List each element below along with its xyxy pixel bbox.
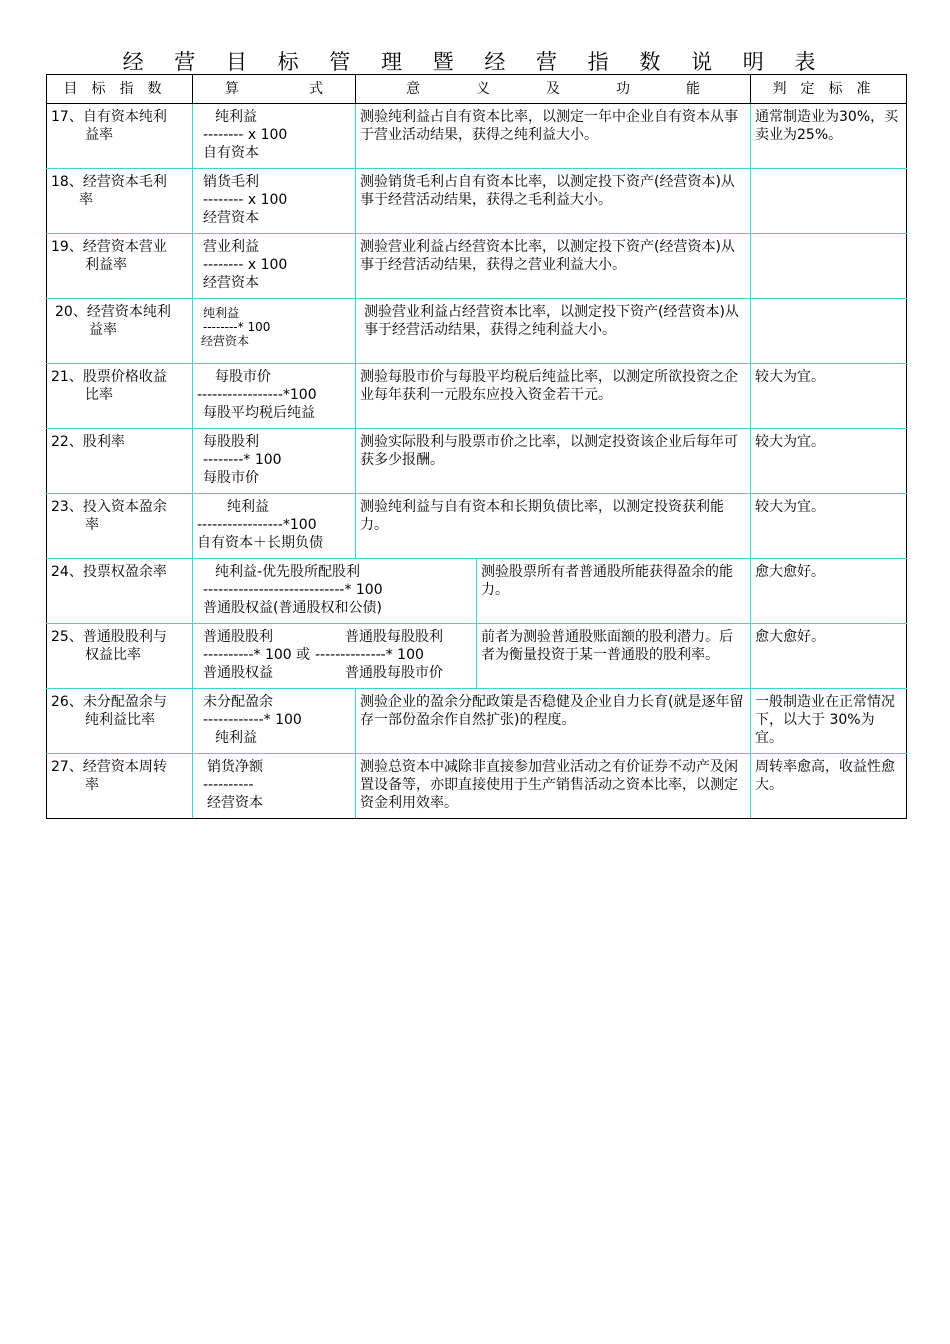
formula-line: --------* 100 <box>203 320 271 334</box>
table-row <box>47 494 907 559</box>
indicator-name-line2: 利益率 <box>85 257 127 273</box>
indicator-name-line1: 经营资本周转 <box>82 759 167 775</box>
formula-numerator: 营业利益 <box>203 239 259 255</box>
indicator-name <box>47 364 193 429</box>
indicator-name <box>47 559 193 624</box>
indicator-table <box>46 74 907 819</box>
indicator-name <box>47 754 193 819</box>
formula-denominator: 每股平均税后纯益 <box>203 405 315 421</box>
table-row <box>47 624 907 689</box>
header-formula-b: 式 <box>309 81 323 97</box>
formula-denominator: 经营资本 <box>203 210 259 226</box>
row-number: 27、 <box>51 759 83 775</box>
row-number: 19、 <box>51 239 83 255</box>
formula-line: -------- x 100 <box>203 192 288 208</box>
formula-numerator: 销货净额 <box>207 759 263 775</box>
meaning-cell: 测验总资本中减除非直接参加营业活动之有价证券不动产及闲置设备等，亦即直接使用于生产销售活动之资本比率，以测定资金利用效率。 <box>356 754 751 819</box>
formula-cell <box>193 104 356 169</box>
meaning-cell: 测验销货毛利占自有资本比率，以测定投下资产(经营资本)从事于经营活动结果，获得之毛利益大小。 <box>356 169 751 234</box>
indicator-name-line2: 率 <box>79 192 93 208</box>
meaning-cell: 测验纯利益占自有资本比率，以测定一年中企业自有资本从事于营业活动结果，获得之纯利益大小。 <box>356 104 751 169</box>
indicator-name <box>47 299 193 364</box>
table-row <box>47 689 907 754</box>
indicator-name <box>47 429 193 494</box>
formula-numerator: 纯利益 <box>203 306 240 320</box>
formula-numerator: 每股股利 <box>203 434 259 450</box>
indicator-name-line1: 投入资本盈余 <box>82 499 167 515</box>
header-formula <box>193 75 356 104</box>
table-row <box>47 364 907 429</box>
formula-numerator: 销货毛利 <box>203 174 259 190</box>
formula-line: --------* 100 <box>203 452 282 468</box>
formula-cell <box>193 364 356 429</box>
row-number: 24、 <box>51 564 83 580</box>
formula-alt-numerator: 普通股每股股利 <box>345 629 443 645</box>
indicator-name-line2: 率 <box>85 517 99 533</box>
formula-line: -----------------*100 <box>197 387 317 403</box>
header-meaning-c: 及 <box>546 81 560 97</box>
formula-cell <box>193 299 356 364</box>
formula-line: -------- x 100 <box>203 127 288 143</box>
row-number: 18、 <box>51 174 83 190</box>
table-row <box>47 429 907 494</box>
indicator-name <box>47 169 193 234</box>
formula-numerator: 纯利益-优先股所配股利 <box>215 564 361 580</box>
standard-cell: 一般制造业在正常情况下，以大于 30%为宜。 <box>751 689 907 754</box>
formula-denominator: 普通股权益 <box>203 665 273 681</box>
meaning-cell: 测验纯利益与自有资本和长期负债比率，以测定投资获利能力。 <box>356 494 751 559</box>
formula-line: ----------* 100 或 <box>203 647 311 663</box>
header-formula-a: 算 <box>225 81 239 97</box>
standard-cell: 较大为宜。 <box>751 494 907 559</box>
formula-denominator: 普通股权益(普通股权和公债) <box>203 600 382 616</box>
table-row <box>47 234 907 299</box>
standard-cell: 愈大愈好。 <box>751 559 907 624</box>
table-row <box>47 559 907 624</box>
indicator-name-line1: 经营资本毛利 <box>82 174 167 190</box>
table-header-row <box>47 75 907 104</box>
formula-numerator: 纯利益 <box>215 109 257 125</box>
indicator-name-line1: 经营资本纯利 <box>86 304 171 320</box>
formula-line: -------- x 100 <box>203 257 288 273</box>
indicator-name <box>47 494 193 559</box>
formula-line: ------------* 100 <box>203 712 302 728</box>
table-row <box>47 104 907 169</box>
meaning-cell: 测验营业利益占经营资本比率，以测定投下资产(经营资本)从事于经营活动结果，获得之纯利益大小。 <box>356 299 751 364</box>
meaning-cell: 测验企业的盈余分配政策是否稳健及企业自力长育(就是逐年留存一部份盈余作自然扩张)的程度。 <box>356 689 751 754</box>
meaning-cell: 测验每股市价与每股平均税后纯益比率，以测定所欲投资之企业每年获利一元股东应投入资金若干元。 <box>356 364 751 429</box>
standard-cell <box>751 234 907 299</box>
indicator-name <box>47 234 193 299</box>
table-row <box>47 299 907 364</box>
table-row <box>47 754 907 819</box>
row-number: 17、 <box>51 109 83 125</box>
row-number: 23、 <box>51 499 83 515</box>
standard-cell <box>751 169 907 234</box>
formula-numerator: 普通股股利 <box>203 629 273 645</box>
formula-line: -----------------*100 <box>197 517 317 533</box>
formula-denominator: 纯利益 <box>215 730 257 746</box>
table-row <box>47 169 907 234</box>
formula-denominator: 自有资本＋长期负债 <box>197 535 323 551</box>
header-meaning <box>356 75 751 104</box>
formula-line: ----------------------------* 100 <box>203 582 383 598</box>
formula-cell <box>193 559 477 624</box>
indicator-name-line1: 未分配盈余与 <box>82 694 167 710</box>
meaning-cell: 测验实际股利与股票市价之比率，以测定投资该企业后每年可获多少报酬。 <box>356 429 751 494</box>
indicator-name-line1: 普通股股利与 <box>82 629 167 645</box>
formula-alt-denominator: 普通股每股市价 <box>345 665 443 681</box>
indicator-name-line2: 益率 <box>85 127 113 143</box>
indicator-name-line1: 股利率 <box>82 434 125 450</box>
standard-cell: 周转率愈高，收益性愈大。 <box>751 754 907 819</box>
formula-cell <box>193 689 356 754</box>
formula-cell <box>193 169 356 234</box>
standard-cell <box>751 299 907 364</box>
standard-cell: 通常制造业为30%，买卖业为25%。 <box>751 104 907 169</box>
formula-right <box>315 628 443 682</box>
row-number: 25、 <box>51 629 83 645</box>
formula-cell <box>193 754 356 819</box>
header-index: 目标指数 <box>47 75 193 104</box>
header-meaning-b: 义 <box>476 81 490 97</box>
formula-cell <box>193 624 477 689</box>
indicator-name <box>47 689 193 754</box>
indicator-name <box>47 624 193 689</box>
header-meaning-d: 功 <box>616 81 630 97</box>
formula-denominator: 经营资本 <box>207 795 263 811</box>
indicator-name-line2: 率 <box>85 777 99 793</box>
indicator-name-line1: 经营资本营业 <box>82 239 167 255</box>
indicator-name-line2: 纯利益比率 <box>85 712 155 728</box>
indicator-name-line2: 比率 <box>85 387 113 403</box>
formula-denominator: 每股市价 <box>203 470 259 486</box>
formula-denominator: 经营资本 <box>203 275 259 291</box>
header-meaning-a: 意 <box>406 81 420 97</box>
formula-numerator: 每股市价 <box>215 369 271 385</box>
header-meaning-e: 能 <box>686 81 700 97</box>
indicator-name-line2: 益率 <box>89 322 117 338</box>
formula-denominator: 自有资本 <box>203 145 259 161</box>
row-number: 26、 <box>51 694 83 710</box>
formula-cell <box>193 494 356 559</box>
formula-denominator: 经营资本 <box>201 334 250 348</box>
formula-numerator: 纯利益 <box>227 499 269 515</box>
formula-cell <box>193 234 356 299</box>
formula-cell <box>193 429 356 494</box>
row-number: 21、 <box>51 369 83 385</box>
indicator-name <box>47 104 193 169</box>
formula-alt-line: --------------* 100 <box>315 647 424 663</box>
standard-cell: 较大为宜。 <box>751 364 907 429</box>
formula-line: ---------- <box>203 777 254 793</box>
formula-numerator: 未分配盈余 <box>203 694 273 710</box>
standard-cell: 较大为宜。 <box>751 429 907 494</box>
page-title: 经 营 目 标 管 理 暨 经 营 指 数 说 明 表 <box>122 50 828 74</box>
meaning-cell: 测验股票所有者普通股所能获得盈余的能力。 <box>477 559 751 624</box>
meaning-cell: 前者为测验普通股账面额的股利潜力。后者为衡量投资于某一普通股的股利率。 <box>477 624 751 689</box>
row-number: 20、 <box>55 304 87 320</box>
meaning-cell: 测验营业利益占经营资本比率，以测定投下资产(经营资本)从事于经营活动结果，获得之营业利益大小。 <box>356 234 751 299</box>
indicator-name-line1: 自有资本纯利 <box>82 109 167 125</box>
row-number: 22、 <box>51 434 83 450</box>
indicator-name-line1: 投票权盈余率 <box>82 564 167 580</box>
header-standard: 判定标准 <box>751 75 907 104</box>
indicator-name-line2: 权益比率 <box>85 647 141 663</box>
standard-cell: 愈大愈好。 <box>751 624 907 689</box>
indicator-name-line1: 股票价格收益 <box>82 369 167 385</box>
